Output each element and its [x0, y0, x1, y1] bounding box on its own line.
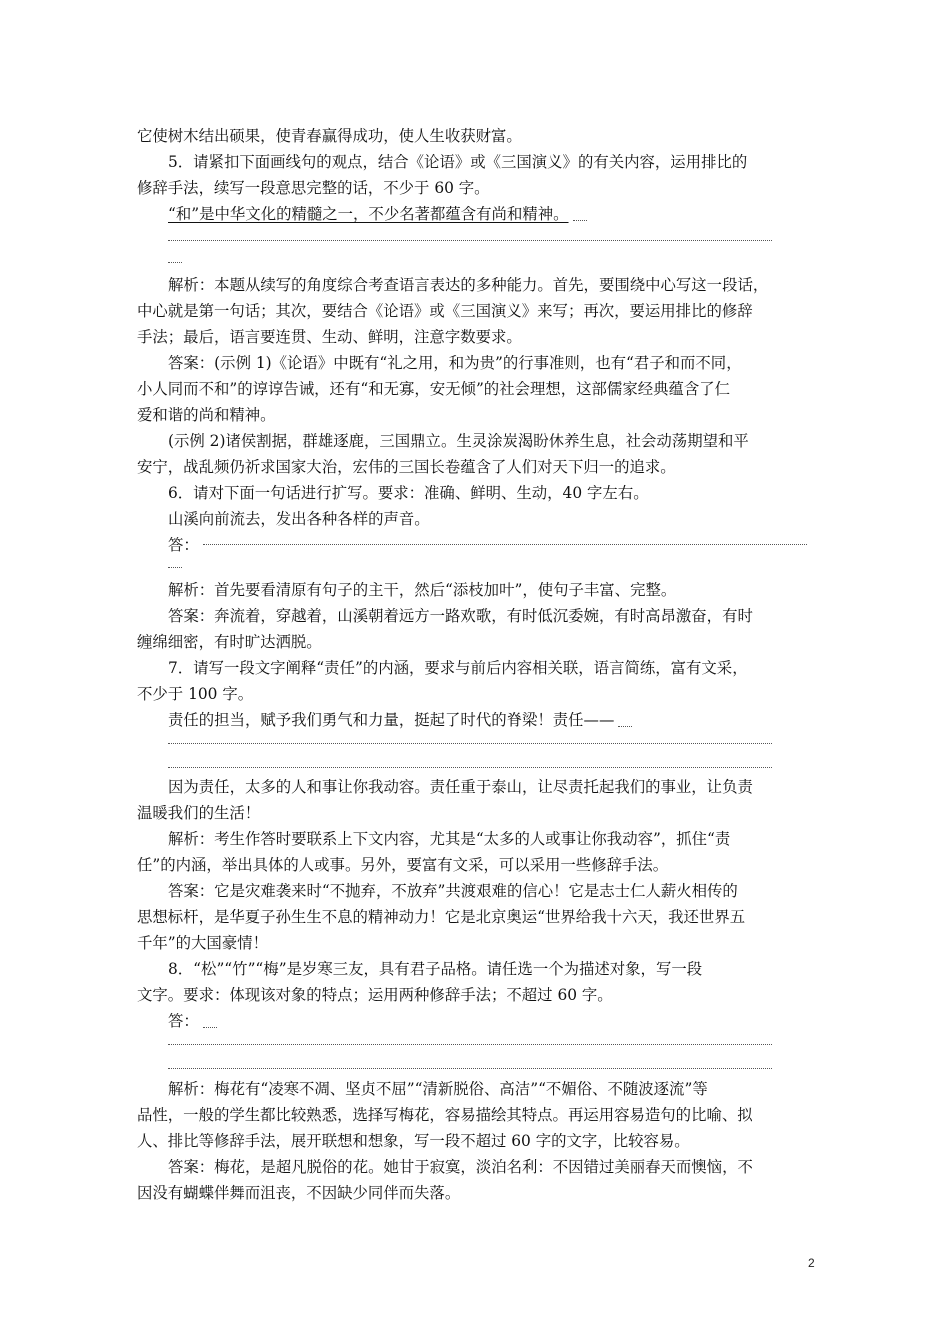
text-line: 修辞手法，续写一段意思完整的话，不少于 60 字。 — [137, 179, 490, 197]
prompt-text: 责任的担当，赋予我们勇气和力量，挺起了时代的脊梁！责任—— — [168, 711, 615, 729]
text-line: 小人同而不和”的谆谆告诫，还有“和无寡，安无倾”的社会理想，这部儒家经典蕴含了仁 — [137, 380, 731, 398]
text-line: 安宁，战乱频仍祈求国家大治，宏伟的三国长卷蕴含了人们对天下归一的追求。 — [137, 458, 676, 476]
prompt-sentence — [168, 707, 848, 733]
analysis-text: 解析：考生作答时要联系上下文内容，尤其是“太多的人或事让你我动容”，抓住“责 — [168, 830, 731, 848]
answer-blank-line — [168, 1044, 772, 1045]
answer-blank — [203, 1027, 217, 1028]
text-line: 思想标杆，是华夏子孙生生不息的精神动力！它是北京奥运“世界给我十六天，我还世界五 — [137, 908, 746, 926]
text-line: 爱和谐的尚和精神。 — [137, 406, 276, 424]
text-line: 山溪向前流去，发出各种各样的声音。 — [168, 510, 430, 528]
text-line: 因没有蝴蝶伴舞而沮丧，不因缺少同伴而失落。 — [137, 1184, 461, 1202]
answer-blank-line — [168, 240, 772, 241]
answer-example-2: (示例 2)诸侯割据，群雄逐鹿，三国鼎立。生灵涂炭渴盼休养生息，社会动荡期望和平 — [168, 432, 749, 450]
question-7: 7．请写一段文字阐释“责任”的内涵，要求与前后内容相关联，语言简练，富有文采， — [168, 659, 748, 677]
text-line: 千年”的大国豪情！ — [137, 934, 268, 952]
answer-label: 答： — [168, 536, 199, 554]
text-line: 手法；最后，语言要连贯、生动、鲜明，注意字数要求。 — [137, 328, 522, 346]
answer-blank-line — [168, 262, 182, 263]
answer-blank-line — [203, 544, 807, 545]
text-line: 因为责任，太多的人和事让你我动容。责任重于泰山，让尽责托起我们的事业，让负责 — [168, 778, 753, 796]
text-line: 文字。要求：体现该对象的特点；运用两种修辞手法；不超过 60 字。 — [137, 986, 613, 1004]
answer-blank-line — [168, 743, 772, 744]
analysis-text: 解析：本题从续写的角度综合考查语言表达的多种能力。首先，要围绕中心写这一段话， — [168, 276, 769, 294]
text-line: 温暖我们的生活！ — [137, 804, 261, 822]
text-line: 不少于 100 字。 — [137, 685, 254, 703]
underlined-text: “和”是中华文化的精髓之一，不少名著都蕴含有尚和精神。 — [168, 205, 569, 223]
answer-text: 答案：它是灾难袭来时“不抛弃，不放弃”共渡艰难的信心！它是志士仁人薪火相传的 — [168, 882, 738, 900]
analysis-text: 解析：梅花有“凌寒不凋、坚贞不屈”“清新脱俗、高洁”“不媚俗、不随波逐流”等 — [168, 1080, 708, 1098]
answer-blank-line — [168, 1068, 772, 1069]
underlined-sentence — [168, 201, 848, 227]
question-6: 6．请对下面一句话进行扩写。要求：准确、鲜明、生动，40 字左右。 — [168, 484, 649, 502]
text-line: 缠绵细密，有时旷达洒脱。 — [137, 633, 322, 651]
answer-blank — [618, 726, 632, 727]
answer-text: 答案：(示例 1)《论语》中既有“礼之用，和为贵”的行事准则，也有“君子和而不同， — [168, 354, 742, 372]
text-line: 任”的内涵，举出具体的人或事。另外，要富有文采，可以采用一些修辞手法。 — [137, 856, 669, 874]
answer-text: 答案：梅花，是超凡脱俗的花。她甘于寂寞，淡泊名利：不因错过美丽春天而懊恼，不 — [168, 1158, 753, 1176]
answer-blank-line — [168, 567, 182, 568]
analysis-text: 解析：首先要看清原有句子的主干，然后“添枝加叶”，使句子丰富、完整。 — [168, 581, 677, 599]
page-number: 2 — [808, 1256, 815, 1270]
question-8: 8．“松”“竹”“梅”是岁寒三友，具有君子品格。请任选一个为描述对象，写一段 — [168, 960, 703, 978]
text-line: 品性，一般的学生都比较熟悉，选择写梅花，容易描绘其特点。再运用容易造句的比喻、拟 — [137, 1106, 753, 1124]
answer-text: 答案：奔流着，穿越着，山溪朝着远方一路欢歌，有时低沉委婉，有时高昂激奋，有时 — [168, 607, 753, 625]
text-line: 人、排比等修辞手法，展开联想和想象，写一段不超过 60 字的文字，比较容易。 — [137, 1132, 690, 1150]
answer-label — [168, 1008, 848, 1034]
answer-label-text: 答： — [168, 1012, 199, 1030]
answer-blank — [573, 220, 587, 221]
text-line: 它使树木结出硕果，使青春赢得成功，使人生收获财富。 — [137, 127, 522, 145]
text-line: 中心就是第一句话；其次，要结合《论语》或《三国演义》来写；再次，要运用排比的修辞 — [137, 302, 753, 320]
answer-blank-line — [168, 767, 772, 768]
question-5: 5．请紧扣下面画线句的观点，结合《论语》或《三国演义》的有关内容，运用排比的 — [168, 153, 748, 171]
